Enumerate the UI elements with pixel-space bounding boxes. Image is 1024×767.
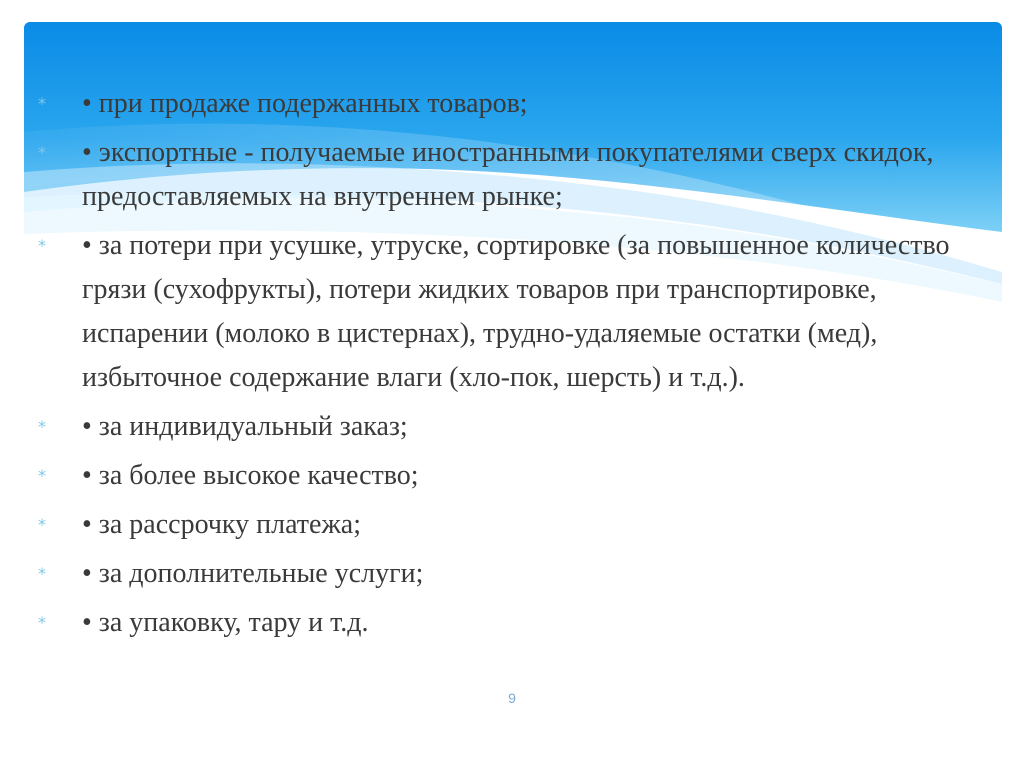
bullet-marker-icon: * xyxy=(38,613,46,632)
list-item xyxy=(38,405,988,449)
list-item xyxy=(38,601,988,645)
list-item-text: • при продаже подержанных товаров; xyxy=(82,88,528,119)
list-item xyxy=(38,454,988,498)
list-item-text: • за дополнительные услуги; xyxy=(82,558,424,589)
bullet-marker-icon: * xyxy=(38,515,46,534)
list-item xyxy=(38,131,988,219)
list-item xyxy=(38,503,988,547)
list-item-text: • за индивидуальный заказ; xyxy=(82,411,408,442)
bullet-list xyxy=(38,82,988,650)
list-item xyxy=(38,224,988,400)
bullet-marker-icon: * xyxy=(38,466,46,485)
list-item-text: • за более высокое качество; xyxy=(82,460,419,491)
bullet-marker-icon: * xyxy=(38,417,46,436)
bullet-marker-icon: * xyxy=(38,564,46,583)
bullet-marker-icon: * xyxy=(38,143,46,162)
list-item xyxy=(38,552,988,596)
slide-frame xyxy=(24,22,1002,744)
list-item xyxy=(38,82,988,126)
list-item-text: • за упаковку, тару и т.д. xyxy=(82,607,369,638)
page-number: 9 xyxy=(508,690,516,706)
list-item-text: • за рассрочку платежа; xyxy=(82,509,362,540)
bullet-marker-icon: * xyxy=(38,236,46,255)
list-item-text: • за потери при усушке, утруске, сортировке (за повышенное количество грязи (сухофрукты), потери жидких товаров при транспортировке, испарении (молоко в цистернах), трудно-удаляемые остатки (мед), избыточное содержание влаги (хло-пок, шерсть) и т.д.). xyxy=(82,230,950,393)
bullet-marker-icon: * xyxy=(38,94,46,113)
list-item-text: • экспортные - получаемые иностранными покупателями сверх скидок, предоставляемых на внутреннем рынке; xyxy=(82,137,934,212)
